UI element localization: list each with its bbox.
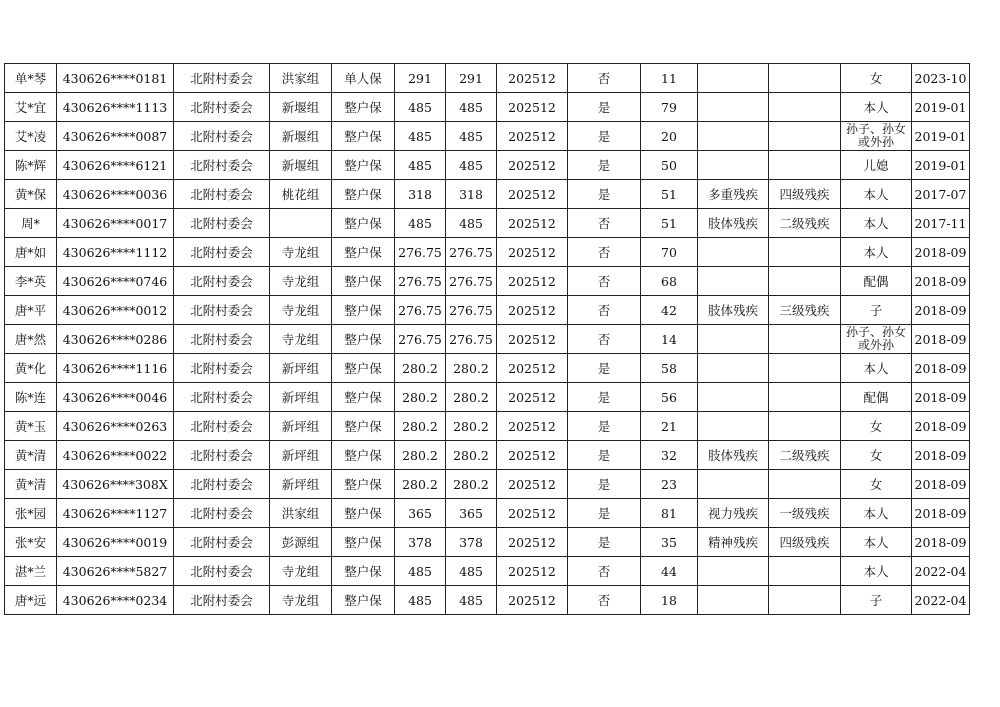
cell-amount-b: 378	[446, 528, 497, 557]
cell-name: 黄*玉	[5, 412, 57, 441]
cell-age: 81	[641, 499, 698, 528]
cell-id-number: 430626****0286	[57, 325, 174, 354]
cell-amount-b: 485	[446, 209, 497, 238]
table-row	[5, 383, 970, 412]
cell-guarantee-type: 整户保	[332, 93, 395, 122]
cell-group: 彭源组	[270, 528, 332, 557]
cell-name: 黄*清	[5, 470, 57, 499]
cell-amount-a: 280.2	[395, 470, 446, 499]
cell-id-number: 430626****0263	[57, 412, 174, 441]
cell-flag: 否	[568, 325, 641, 354]
cell-name: 唐*平	[5, 296, 57, 325]
cell-amount-a: 280.2	[395, 441, 446, 470]
cell-amount-b: 276.75	[446, 238, 497, 267]
cell-start-date: 2018-09	[912, 354, 970, 383]
cell-disability-type	[698, 383, 769, 412]
cell-village-committee: 北附村委会	[174, 296, 270, 325]
cell-group: 新坪组	[270, 441, 332, 470]
cell-relation: 孙子、孙女或外孙	[841, 122, 912, 151]
cell-age: 56	[641, 383, 698, 412]
cell-village-committee: 北附村委会	[174, 383, 270, 412]
cell-id-number: 430626****0234	[57, 586, 174, 615]
cell-relation: 配偶	[841, 267, 912, 296]
cell-relation: 本人	[841, 528, 912, 557]
cell-village-committee: 北附村委会	[174, 557, 270, 586]
cell-start-date: 2019-01	[912, 93, 970, 122]
cell-amount-b: 276.75	[446, 267, 497, 296]
cell-flag: 是	[568, 93, 641, 122]
cell-group: 新堰组	[270, 122, 332, 151]
cell-start-date: 2018-09	[912, 267, 970, 296]
cell-id-number: 430626****0036	[57, 180, 174, 209]
table-row	[5, 325, 970, 354]
cell-guarantee-type: 整户保	[332, 470, 395, 499]
cell-guarantee-type: 整户保	[332, 151, 395, 180]
cell-flag: 是	[568, 412, 641, 441]
cell-name: 艾*宜	[5, 93, 57, 122]
cell-flag: 否	[568, 586, 641, 615]
cell-period: 202512	[497, 325, 568, 354]
cell-disability-type	[698, 64, 769, 93]
cell-age: 23	[641, 470, 698, 499]
cell-period: 202512	[497, 238, 568, 267]
cell-name: 湛*兰	[5, 557, 57, 586]
cell-id-number: 430626****0019	[57, 528, 174, 557]
cell-village-committee: 北附村委会	[174, 64, 270, 93]
cell-relation: 本人	[841, 209, 912, 238]
cell-disability-level	[769, 557, 841, 586]
table-row	[5, 586, 970, 615]
cell-name: 艾*凌	[5, 122, 57, 151]
cell-id-number: 430626****1112	[57, 238, 174, 267]
cell-name: 李*英	[5, 267, 57, 296]
cell-guarantee-type: 整户保	[332, 441, 395, 470]
cell-disability-level	[769, 383, 841, 412]
cell-name: 黄*清	[5, 441, 57, 470]
cell-amount-a: 378	[395, 528, 446, 557]
cell-age: 11	[641, 64, 698, 93]
cell-start-date: 2018-09	[912, 441, 970, 470]
cell-name: 黄*保	[5, 180, 57, 209]
cell-disability-level	[769, 470, 841, 499]
cell-village-committee: 北附村委会	[174, 180, 270, 209]
cell-start-date: 2018-09	[912, 325, 970, 354]
cell-period: 202512	[497, 93, 568, 122]
cell-relation: 女	[841, 441, 912, 470]
table-row	[5, 238, 970, 267]
cell-period: 202512	[497, 383, 568, 412]
cell-relation: 孙子、孙女或外孙	[841, 325, 912, 354]
table-row	[5, 267, 970, 296]
cell-group: 寺龙组	[270, 267, 332, 296]
cell-disability-type	[698, 412, 769, 441]
cell-group: 寺龙组	[270, 557, 332, 586]
cell-id-number: 430626****0087	[57, 122, 174, 151]
cell-village-committee: 北附村委会	[174, 586, 270, 615]
table-body	[5, 64, 970, 615]
cell-start-date: 2018-09	[912, 499, 970, 528]
cell-relation: 本人	[841, 499, 912, 528]
cell-id-number: 430626****6121	[57, 151, 174, 180]
cell-age: 51	[641, 209, 698, 238]
cell-disability-type: 肢体残疾	[698, 209, 769, 238]
assistance-table	[4, 63, 970, 615]
cell-disability-type: 多重残疾	[698, 180, 769, 209]
cell-village-committee: 北附村委会	[174, 93, 270, 122]
cell-relation: 本人	[841, 354, 912, 383]
cell-village-committee: 北附村委会	[174, 151, 270, 180]
cell-period: 202512	[497, 151, 568, 180]
cell-period: 202512	[497, 64, 568, 93]
cell-amount-b: 485	[446, 93, 497, 122]
cell-period: 202512	[497, 267, 568, 296]
cell-amount-a: 485	[395, 122, 446, 151]
cell-village-committee: 北附村委会	[174, 238, 270, 267]
cell-amount-a: 276.75	[395, 325, 446, 354]
cell-flag: 是	[568, 383, 641, 412]
cell-amount-a: 485	[395, 151, 446, 180]
cell-flag: 是	[568, 180, 641, 209]
cell-group: 新坪组	[270, 470, 332, 499]
cell-disability-level: 二级残疾	[769, 441, 841, 470]
cell-amount-a: 276.75	[395, 238, 446, 267]
cell-start-date: 2017-07	[912, 180, 970, 209]
cell-relation: 本人	[841, 557, 912, 586]
table-row	[5, 93, 970, 122]
cell-start-date: 2018-09	[912, 528, 970, 557]
cell-age: 21	[641, 412, 698, 441]
cell-group: 新坪组	[270, 383, 332, 412]
cell-disability-type	[698, 586, 769, 615]
cell-guarantee-type: 整户保	[332, 586, 395, 615]
cell-age: 14	[641, 325, 698, 354]
cell-start-date: 2018-09	[912, 296, 970, 325]
cell-amount-a: 318	[395, 180, 446, 209]
cell-id-number: 430626****0017	[57, 209, 174, 238]
cell-amount-a: 365	[395, 499, 446, 528]
cell-village-committee: 北附村委会	[174, 354, 270, 383]
cell-flag: 是	[568, 470, 641, 499]
cell-period: 202512	[497, 209, 568, 238]
cell-guarantee-type: 整户保	[332, 325, 395, 354]
cell-guarantee-type: 整户保	[332, 528, 395, 557]
cell-flag: 是	[568, 354, 641, 383]
cell-guarantee-type: 整户保	[332, 209, 395, 238]
cell-relation: 配偶	[841, 383, 912, 412]
cell-guarantee-type: 整户保	[332, 383, 395, 412]
cell-amount-a: 485	[395, 586, 446, 615]
cell-guarantee-type: 整户保	[332, 296, 395, 325]
cell-amount-b: 485	[446, 151, 497, 180]
cell-age: 44	[641, 557, 698, 586]
cell-village-committee: 北附村委会	[174, 412, 270, 441]
cell-flag: 是	[568, 528, 641, 557]
cell-amount-b: 276.75	[446, 325, 497, 354]
cell-guarantee-type: 整户保	[332, 122, 395, 151]
cell-start-date: 2023-10	[912, 64, 970, 93]
cell-relation: 本人	[841, 238, 912, 267]
cell-amount-a: 280.2	[395, 383, 446, 412]
cell-group: 新堰组	[270, 151, 332, 180]
cell-amount-b: 485	[446, 586, 497, 615]
cell-relation: 女	[841, 64, 912, 93]
cell-disability-level: 二级残疾	[769, 209, 841, 238]
cell-period: 202512	[497, 441, 568, 470]
table-row	[5, 412, 970, 441]
cell-guarantee-type: 整户保	[332, 354, 395, 383]
cell-disability-level	[769, 122, 841, 151]
cell-amount-a: 485	[395, 557, 446, 586]
cell-period: 202512	[497, 528, 568, 557]
cell-disability-type: 视力残疾	[698, 499, 769, 528]
cell-disability-level	[769, 64, 841, 93]
cell-disability-level	[769, 238, 841, 267]
table-row	[5, 470, 970, 499]
cell-age: 18	[641, 586, 698, 615]
cell-age: 51	[641, 180, 698, 209]
cell-age: 68	[641, 267, 698, 296]
cell-village-committee: 北附村委会	[174, 267, 270, 296]
cell-id-number: 430626****0046	[57, 383, 174, 412]
cell-group: 新坪组	[270, 412, 332, 441]
cell-amount-b: 485	[446, 557, 497, 586]
table-row	[5, 441, 970, 470]
cell-id-number: 430626****0012	[57, 296, 174, 325]
cell-flag: 否	[568, 209, 641, 238]
cell-disability-level: 一级残疾	[769, 499, 841, 528]
cell-guarantee-type: 整户保	[332, 499, 395, 528]
cell-period: 202512	[497, 470, 568, 499]
cell-group: 寺龙组	[270, 296, 332, 325]
cell-name: 唐*然	[5, 325, 57, 354]
cell-group: 新堰组	[270, 93, 332, 122]
cell-disability-type	[698, 122, 769, 151]
cell-amount-a: 280.2	[395, 412, 446, 441]
cell-period: 202512	[497, 122, 568, 151]
cell-group: 寺龙组	[270, 325, 332, 354]
cell-flag: 是	[568, 122, 641, 151]
cell-disability-level: 四级残疾	[769, 528, 841, 557]
cell-disability-level: 三级残疾	[769, 296, 841, 325]
cell-period: 202512	[497, 354, 568, 383]
cell-village-committee: 北附村委会	[174, 441, 270, 470]
cell-disability-type	[698, 470, 769, 499]
cell-disability-level: 四级残疾	[769, 180, 841, 209]
cell-id-number: 430626****0022	[57, 441, 174, 470]
cell-age: 35	[641, 528, 698, 557]
cell-start-date: 2018-09	[912, 412, 970, 441]
cell-relation: 儿媳	[841, 151, 912, 180]
cell-disability-level	[769, 151, 841, 180]
table-row	[5, 209, 970, 238]
table-row	[5, 354, 970, 383]
cell-amount-a: 485	[395, 93, 446, 122]
cell-name: 陈*辉	[5, 151, 57, 180]
table-row	[5, 122, 970, 151]
cell-id-number: 430626****0181	[57, 64, 174, 93]
cell-disability-level	[769, 93, 841, 122]
cell-amount-b: 280.2	[446, 383, 497, 412]
cell-name: 唐*如	[5, 238, 57, 267]
cell-relation: 子	[841, 296, 912, 325]
cell-period: 202512	[497, 412, 568, 441]
cell-age: 58	[641, 354, 698, 383]
cell-group: 寺龙组	[270, 586, 332, 615]
cell-period: 202512	[497, 296, 568, 325]
cell-village-committee: 北附村委会	[174, 470, 270, 499]
cell-guarantee-type: 单人保	[332, 64, 395, 93]
table-row	[5, 528, 970, 557]
cell-village-committee: 北附村委会	[174, 499, 270, 528]
cell-start-date: 2022-04	[912, 586, 970, 615]
cell-amount-b: 280.2	[446, 441, 497, 470]
table-row	[5, 64, 970, 93]
cell-group	[270, 209, 332, 238]
cell-period: 202512	[497, 180, 568, 209]
cell-id-number: 430626****1127	[57, 499, 174, 528]
cell-flag: 否	[568, 296, 641, 325]
cell-relation: 本人	[841, 93, 912, 122]
cell-start-date: 2018-09	[912, 383, 970, 412]
cell-disability-type	[698, 238, 769, 267]
cell-id-number: 430626****0746	[57, 267, 174, 296]
cell-disability-type: 肢体残疾	[698, 296, 769, 325]
cell-id-number: 430626****5827	[57, 557, 174, 586]
cell-start-date: 2019-01	[912, 122, 970, 151]
cell-group: 桃花组	[270, 180, 332, 209]
cell-village-committee: 北附村委会	[174, 122, 270, 151]
cell-id-number: 430626****308X	[57, 470, 174, 499]
cell-name: 张*园	[5, 499, 57, 528]
cell-village-committee: 北附村委会	[174, 325, 270, 354]
cell-disability-level	[769, 586, 841, 615]
cell-amount-b: 291	[446, 64, 497, 93]
cell-disability-type	[698, 267, 769, 296]
cell-relation: 子	[841, 586, 912, 615]
cell-start-date: 2017-11	[912, 209, 970, 238]
cell-id-number: 430626****1113	[57, 93, 174, 122]
cell-name: 单*琴	[5, 64, 57, 93]
cell-name: 周*	[5, 209, 57, 238]
cell-guarantee-type: 整户保	[332, 412, 395, 441]
cell-start-date: 2018-09	[912, 238, 970, 267]
table-row	[5, 296, 970, 325]
cell-flag: 否	[568, 557, 641, 586]
cell-disability-type	[698, 93, 769, 122]
cell-name: 陈*连	[5, 383, 57, 412]
cell-village-committee: 北附村委会	[174, 528, 270, 557]
cell-age: 20	[641, 122, 698, 151]
cell-start-date: 2019-01	[912, 151, 970, 180]
cell-disability-type: 精神残疾	[698, 528, 769, 557]
table-row	[5, 499, 970, 528]
cell-name: 张*安	[5, 528, 57, 557]
cell-amount-a: 291	[395, 64, 446, 93]
cell-amount-b: 280.2	[446, 412, 497, 441]
cell-name: 唐*远	[5, 586, 57, 615]
cell-flag: 是	[568, 441, 641, 470]
cell-disability-level	[769, 325, 841, 354]
cell-age: 42	[641, 296, 698, 325]
cell-guarantee-type: 整户保	[332, 557, 395, 586]
cell-amount-b: 365	[446, 499, 497, 528]
cell-id-number: 430626****1116	[57, 354, 174, 383]
cell-group: 新坪组	[270, 354, 332, 383]
cell-group: 洪家组	[270, 499, 332, 528]
cell-group: 洪家组	[270, 64, 332, 93]
cell-age: 32	[641, 441, 698, 470]
cell-flag: 否	[568, 267, 641, 296]
cell-disability-level	[769, 412, 841, 441]
cell-guarantee-type: 整户保	[332, 267, 395, 296]
cell-disability-type	[698, 151, 769, 180]
cell-relation: 本人	[841, 180, 912, 209]
cell-disability-type: 肢体残疾	[698, 441, 769, 470]
cell-guarantee-type: 整户保	[332, 180, 395, 209]
cell-amount-a: 280.2	[395, 354, 446, 383]
cell-disability-type	[698, 354, 769, 383]
cell-group: 寺龙组	[270, 238, 332, 267]
cell-amount-b: 280.2	[446, 354, 497, 383]
table-row	[5, 180, 970, 209]
cell-flag: 是	[568, 151, 641, 180]
cell-amount-b: 280.2	[446, 470, 497, 499]
cell-age: 50	[641, 151, 698, 180]
table-row	[5, 151, 970, 180]
cell-amount-a: 485	[395, 209, 446, 238]
table-row	[5, 557, 970, 586]
cell-period: 202512	[497, 557, 568, 586]
cell-amount-b: 485	[446, 122, 497, 151]
cell-amount-b: 276.75	[446, 296, 497, 325]
cell-period: 202512	[497, 499, 568, 528]
cell-disability-level	[769, 267, 841, 296]
cell-amount-a: 276.75	[395, 296, 446, 325]
cell-guarantee-type: 整户保	[332, 238, 395, 267]
cell-age: 70	[641, 238, 698, 267]
cell-name: 黄*化	[5, 354, 57, 383]
cell-age: 79	[641, 93, 698, 122]
cell-start-date: 2022-04	[912, 557, 970, 586]
cell-amount-a: 276.75	[395, 267, 446, 296]
cell-village-committee: 北附村委会	[174, 209, 270, 238]
cell-flag: 否	[568, 238, 641, 267]
cell-disability-type	[698, 557, 769, 586]
cell-disability-level	[769, 354, 841, 383]
cell-disability-type	[698, 325, 769, 354]
cell-flag: 否	[568, 64, 641, 93]
cell-relation: 女	[841, 470, 912, 499]
cell-start-date: 2018-09	[912, 470, 970, 499]
cell-period: 202512	[497, 586, 568, 615]
cell-flag: 是	[568, 499, 641, 528]
cell-relation: 女	[841, 412, 912, 441]
cell-amount-b: 318	[446, 180, 497, 209]
